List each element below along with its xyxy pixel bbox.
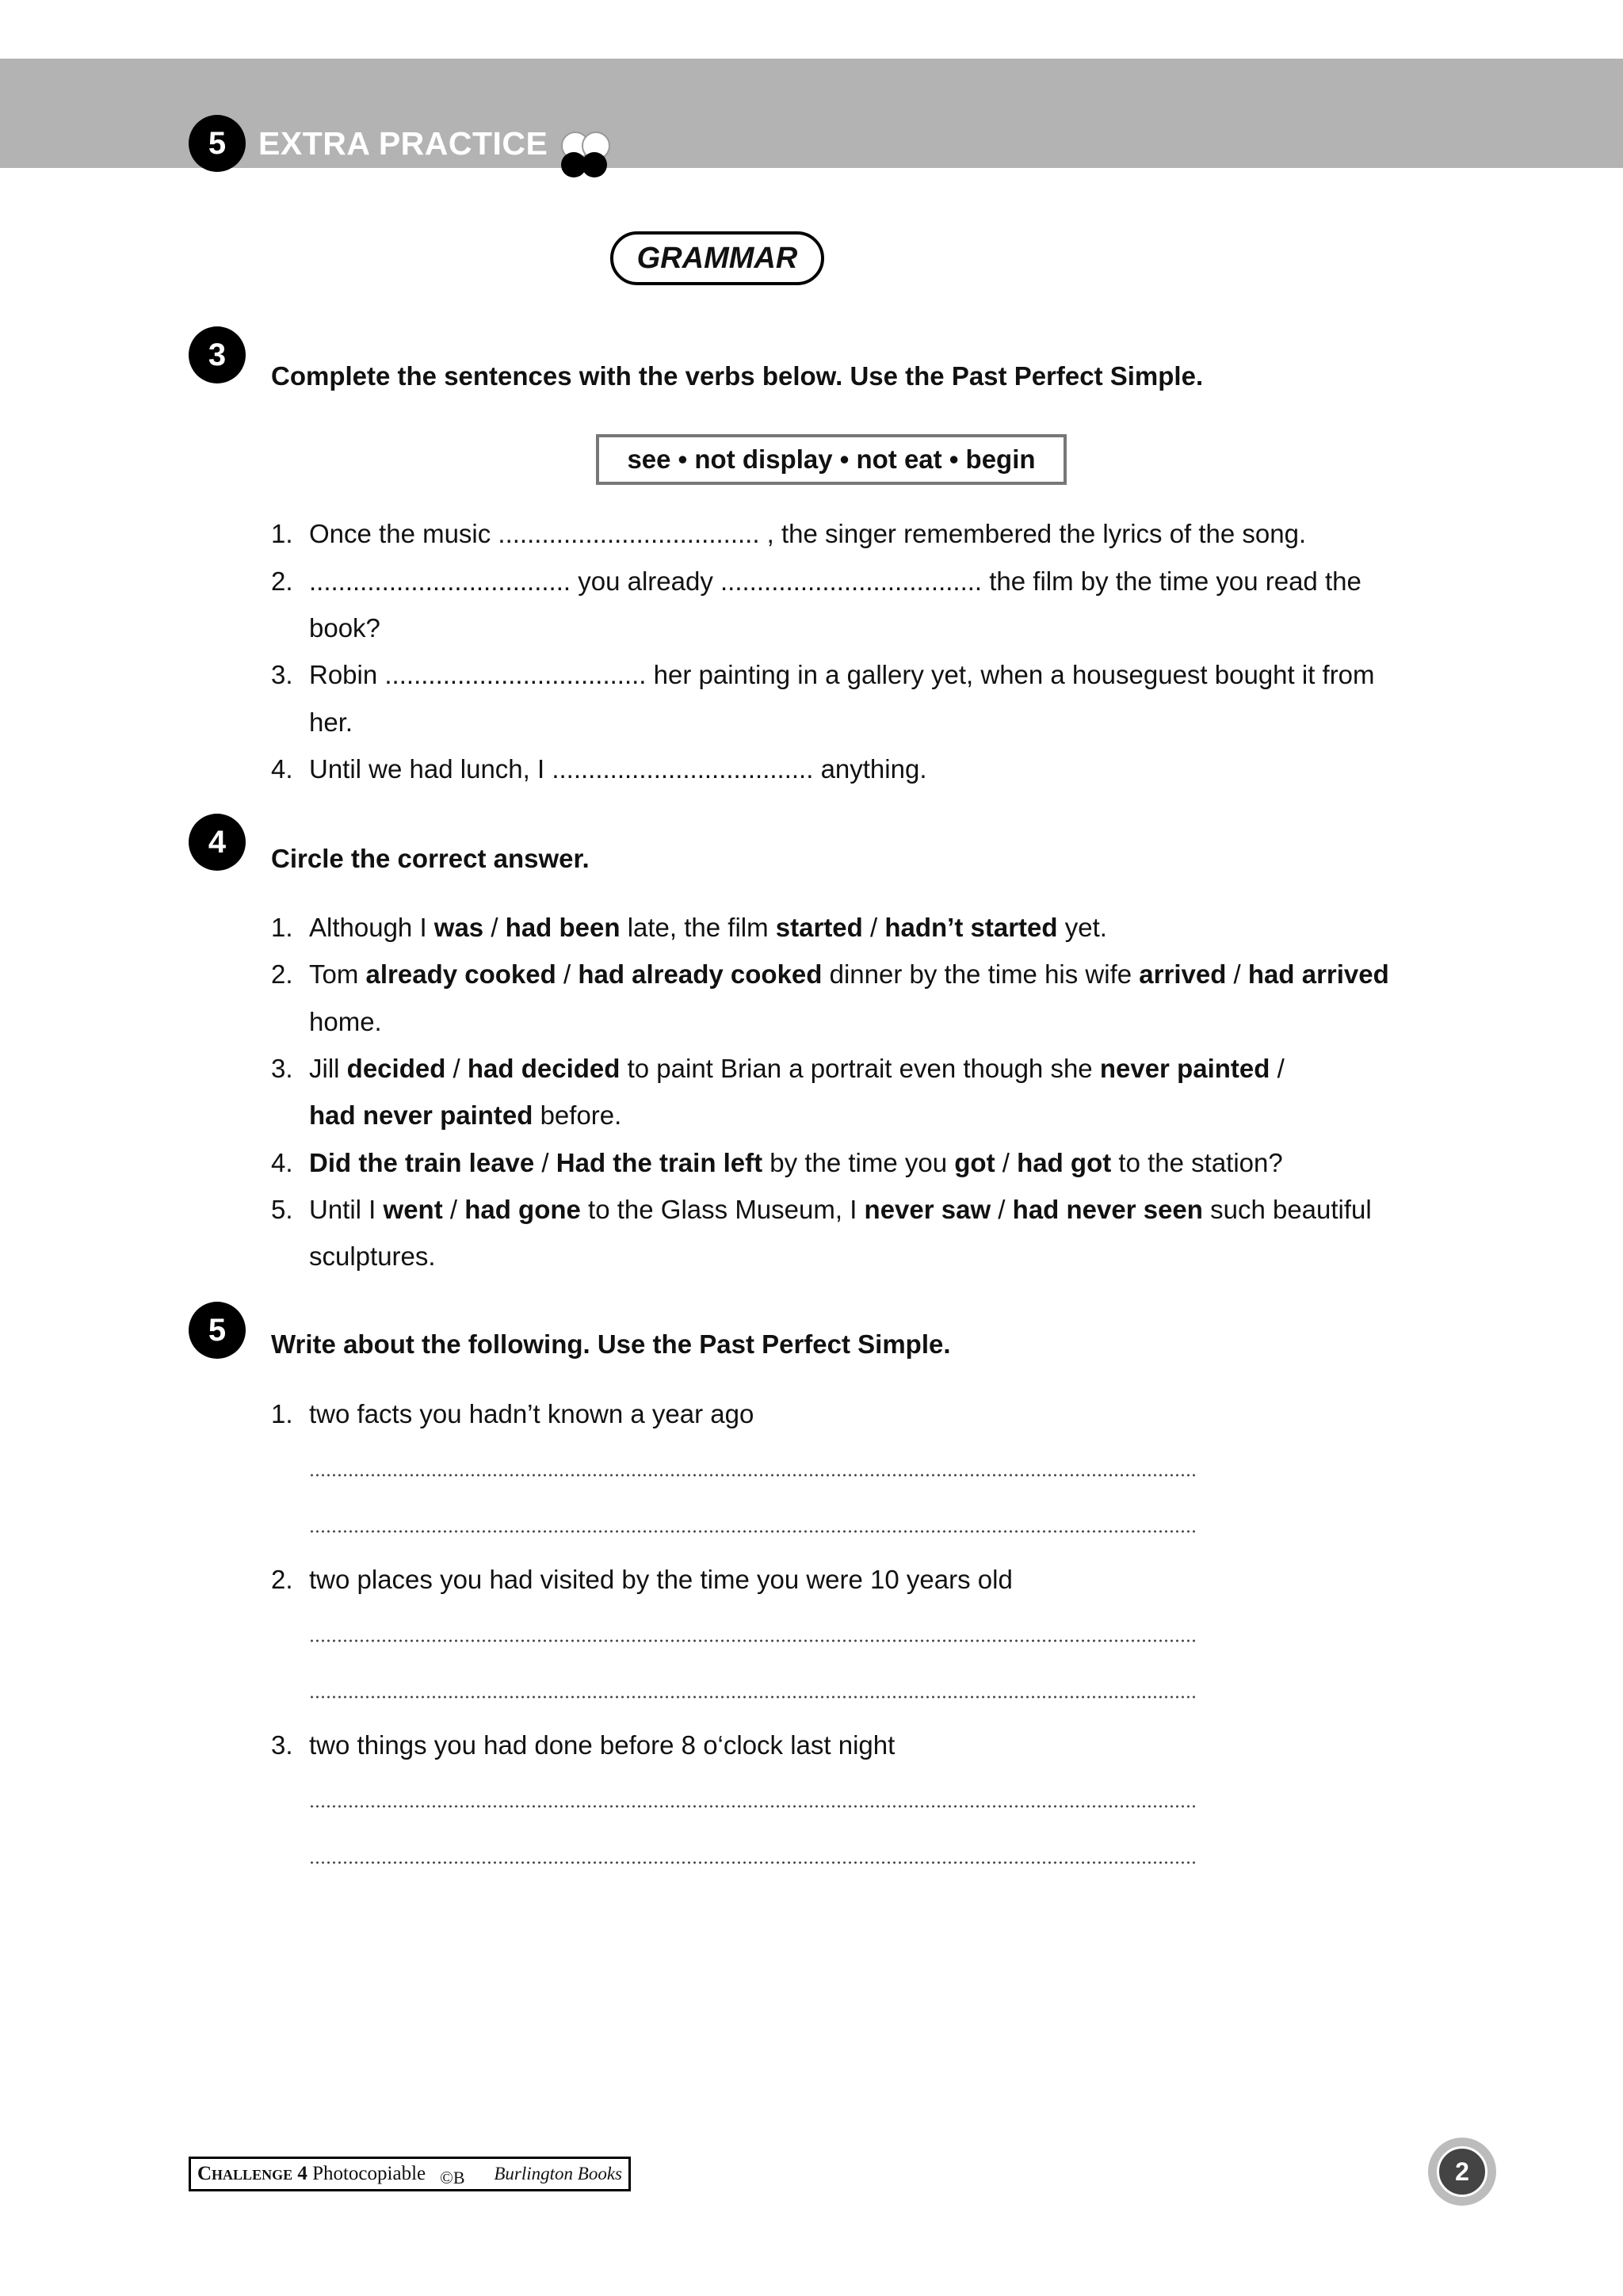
exercise-4-instruction: Circle the correct answer. — [271, 844, 590, 873]
exercise-5-badge: 5 — [189, 1302, 246, 1359]
ex3-item-1: 1. Once the music .................................... , the singer remembered the lyrics of the song. — [271, 519, 1307, 548]
ex3-item-2-cont: book? — [309, 613, 380, 643]
ex4-item-4: 4. Did the train leave / Had the train left by the time you got / had got to the station? — [271, 1148, 1283, 1177]
footer-credit — [189, 2157, 631, 2191]
ex3-item-3: 3. Robin .................................... her painting in a gallery yet, when a houseguest bought it from — [271, 660, 1375, 689]
exercise-3-instruction: Complete the sentences with the verbs below. Use the Past Perfect Simple. — [271, 361, 1204, 391]
ex5-item-2: 2. two places you had visited by the time you were 10 years old — [271, 1565, 1013, 1594]
answer-line[interactable] — [309, 1639, 1197, 1642]
footer-series: Challenge 4 — [197, 2163, 307, 2184]
footer-publisher: Burlington Books — [494, 2164, 622, 2183]
exercise-3-badge: 3 — [189, 326, 246, 383]
answer-line[interactable] — [309, 1530, 1197, 1533]
ex5-item-1: 1. two facts you hadn’t known a year ago — [271, 1399, 754, 1428]
decorative-dots-icon — [559, 130, 617, 187]
ex5-item-3: 3. two things you had done before 8 o‘clock last night — [271, 1730, 896, 1760]
ex4-item-1: 1. Although I was / had been late, the film started / hadn’t started yet. — [271, 913, 1107, 942]
ex3-item-2: 2. .................................... you already .................................... the film by the time you read the — [271, 566, 1361, 596]
section-title: GRAMMAR — [610, 231, 824, 285]
answer-line[interactable] — [309, 1695, 1197, 1699]
ex3-item-3-cont: her. — [309, 707, 353, 737]
page-number-badge — [1428, 2138, 1496, 2206]
answer-line[interactable] — [309, 1805, 1197, 1808]
ex4-item-2-cont: home. — [309, 1007, 382, 1036]
exercise-4-badge: 4 — [189, 814, 246, 871]
ex4-item-5: 5. Until I went / had gone to the Glass Museum, I never saw / had never seen such beautiful — [271, 1195, 1372, 1224]
publisher-logo-icon: ©B — [440, 2168, 465, 2187]
ex3-item-4: 4. Until we had lunch, I .................................... anything. — [271, 754, 927, 784]
ex4-item-2: 2. Tom already cooked / had already cooked dinner by the time his wife arrived / had arrived — [271, 959, 1389, 989]
ex4-item-3: 3. Jill decided / had decided to paint Brian a portrait even though she never painted / — [271, 1054, 1285, 1083]
answer-line[interactable] — [309, 1474, 1197, 1477]
answer-line[interactable] — [309, 1861, 1197, 1864]
unit-badge: 5 — [189, 115, 246, 172]
exercise-5-instruction: Write about the following. Use the Past Perfect Simple. — [271, 1329, 951, 1359]
footer-label: Photocopiable — [312, 2163, 426, 2184]
ex4-item-3-cont: had never painted before. — [309, 1100, 622, 1130]
verb-box: see • not display • not eat • begin — [596, 434, 1067, 485]
ex4-item-5-cont: sculptures. — [309, 1241, 436, 1271]
header-title: EXTRA PRACTICE — [258, 125, 548, 162]
page-number: 2 — [1437, 2146, 1487, 2197]
